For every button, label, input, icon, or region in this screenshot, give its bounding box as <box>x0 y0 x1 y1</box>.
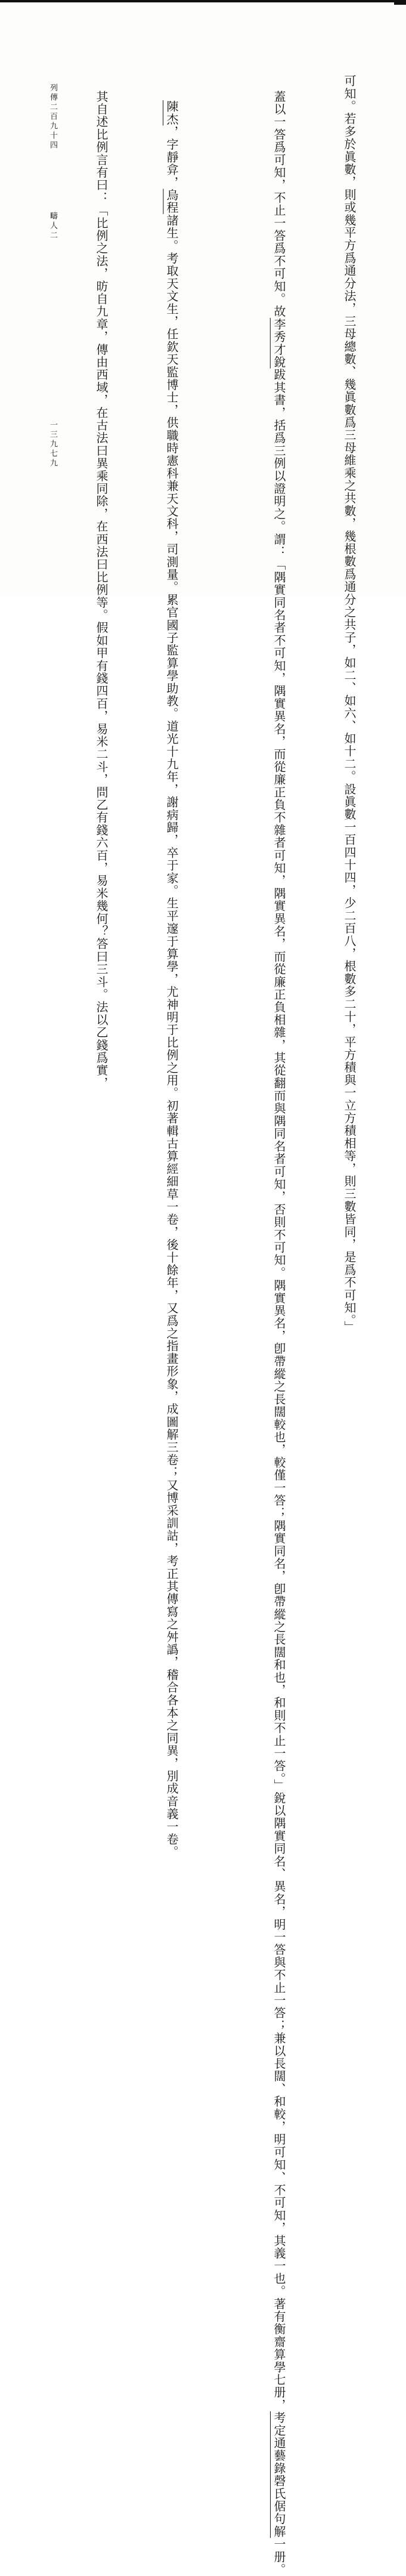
running-head: 列傳二百九十四 <box>48 84 57 150</box>
person-name: 李秀才銳 <box>272 317 286 369</box>
top-right-tab <box>394 0 406 5</box>
body-text-paragraph <box>92 78 111 1090</box>
text-run: 跋其書，括爲三例以證明之。謂：「隅實同名者不可知，隅實異名，而從廉正負不雜者可知，隅實異名，而從廉正負相雜，其從翻而與隅同名者可知，否則不可知。隅實異名，卽帶縱之長闊較也，較僅一答；隅實同名，卽帶縱之長闊和也，和則不止一答。」銳以隅實同名、異名，明一答與不止一答； <box>272 368 286 2033</box>
book-title: 考定通藝錄磬氏倨句解 <box>272 2411 286 2538</box>
text-run: ，字靜弇， <box>165 125 179 189</box>
text-run: 兼以長闊、和較，明可知、不可知，其義一也。著有衡齋算學七册， <box>272 2032 286 2412</box>
paragraph-indent <box>272 78 286 90</box>
body-text-paragraph <box>269 78 289 2576</box>
paragraph-indent <box>94 78 109 90</box>
person-name: 陳杰 <box>165 100 179 126</box>
text-run: 一册。 <box>272 2538 286 2576</box>
body-text-paragraph: 可知。若多於眞數，則或幾平方爲通分法，三母總數、幾眞數爲三母維乘之共數，幾根數爲通分之共子，如二、如六、如十二。設眞數一百四十四，少二百八，根數多二十，平方積與一立方積相等，則三數皆同，是爲不可知。」 <box>342 75 357 1333</box>
text-run: 其自述比例言有曰：「比例之法，昉自九章，傳由西域，在古法曰異乘同除，在西法曰比例等。假如甲有錢四百，易米二斗，問乙有錢六百，易米幾何？答曰三斗。法以乙錢爲實， <box>94 90 109 1090</box>
section-title: 疇人二 <box>48 212 57 240</box>
top-border <box>0 0 406 2</box>
text-run: 諸生。考取天文生，任欽天監博士，供職時憲科兼天文科，司測量。累官國子監算學助教。道光十九年，謝病歸，卒于家。生平邃于算學，尤神明于比例之用。初著輯古算經細草一卷，後十餘年，又爲之指畫形象，成圖解三卷；又博采訓詁，考正其傳寫之舛譌，稽合各本之同異，別成音義一卷。 <box>165 214 179 1858</box>
body-text-paragraph <box>162 100 181 1858</box>
place-name: 烏程 <box>165 189 179 214</box>
page-number: 一三九七九 <box>48 421 57 468</box>
text-run: 蓋以一答爲可知，不止一答爲不可知。故 <box>272 90 286 318</box>
